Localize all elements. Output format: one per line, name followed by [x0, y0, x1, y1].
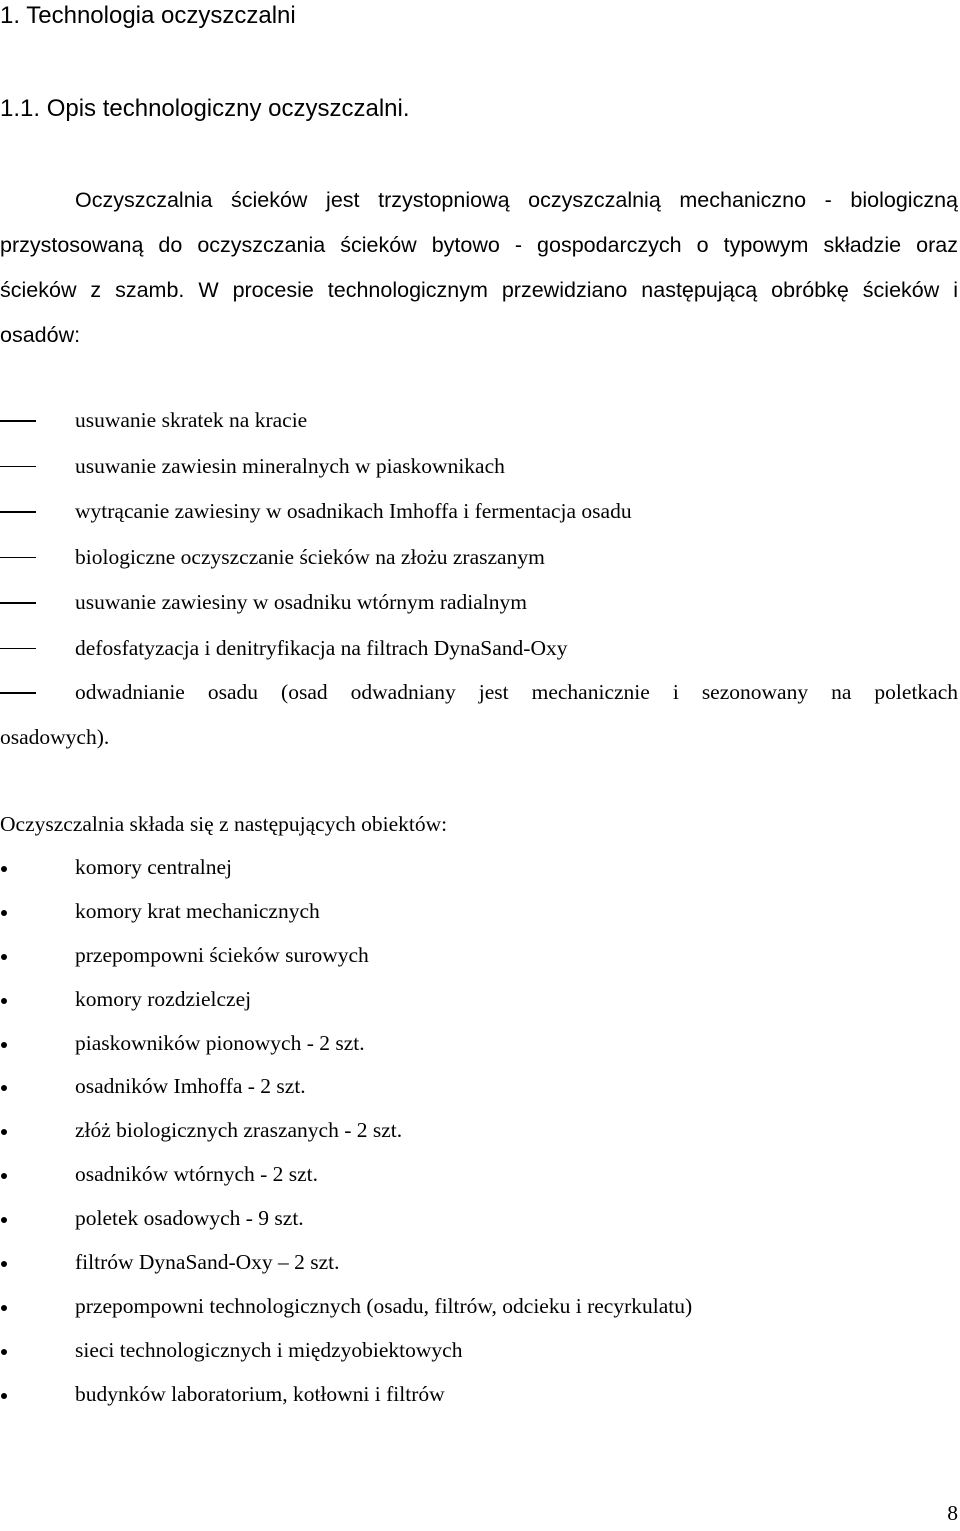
- page-number: 8: [947, 1501, 958, 1525]
- process-item: [0, 626, 958, 672]
- object-item: [0, 1285, 692, 1329]
- intro-paragraph: [0, 178, 958, 358]
- dash-marker: [0, 511, 36, 513]
- intro-line-4: osadów:: [0, 323, 81, 347]
- object-item-text: przepompowni ścieków surowych: [75, 942, 369, 967]
- process-last-line-2: osadowych).: [0, 725, 110, 749]
- intro-line-1: Oczyszczalnia ścieków jest trzystopniową oczyszczalnią mechaniczno - biologiczną: [75, 188, 958, 212]
- intro-line-3: ścieków z szamb. W procesie technologicznym przewidziano następującą obróbkę ścieków i: [0, 278, 958, 302]
- object-item-text: sieci technologicznych i międzyobiektowych: [75, 1337, 463, 1362]
- object-item-text: komory centralnej: [75, 855, 233, 879]
- bullet-icon: [1, 998, 7, 1004]
- bullet-icon: [1, 1085, 7, 1091]
- dash-marker: [0, 692, 36, 694]
- object-item-text: komory krat mechanicznych: [75, 898, 320, 923]
- process-item-text: defosfatyzacja i denitryfikacja na filtrach DynaSand-Oxy: [75, 635, 568, 660]
- process-last-line-1: odwadnianie osadu (osad odwadniany jest mechanicznie i sezonowany na poletkach: [75, 680, 958, 704]
- process-item-text: wytrącanie zawiesiny w osadnikach Imhoffa i fermentacja osadu: [75, 499, 632, 523]
- objects-list: [0, 846, 692, 1417]
- object-item-text: budynków laboratorium, kotłowni i filtrów: [75, 1381, 445, 1406]
- process-item-text: usuwanie zawiesiny w osadniku wtórnym radialnym: [75, 590, 528, 614]
- object-item-text: komory rozdzielczej: [75, 986, 252, 1011]
- bullet-icon: [1, 1393, 7, 1399]
- object-item: [0, 1241, 692, 1285]
- object-item: [0, 1197, 692, 1241]
- bullet-icon: [1, 1261, 7, 1267]
- object-item-text: piaskowników pionowych - 2 szt.: [75, 1030, 365, 1055]
- object-item: [0, 1109, 692, 1153]
- dash-marker: [0, 466, 36, 468]
- bullet-icon: [1, 1173, 7, 1179]
- objects-title: Oczyszczalnia składa się z następujących obiektów:: [0, 812, 448, 836]
- bullet-icon: [1, 1305, 7, 1311]
- process-item-last: [0, 670, 958, 760]
- bullet-icon: [1, 1129, 7, 1135]
- process-item: [0, 535, 958, 581]
- bullet-icon: [1, 910, 7, 916]
- object-item: [0, 978, 692, 1022]
- process-item-text: usuwanie skratek na kracie: [75, 408, 308, 432]
- object-item: [0, 1153, 692, 1197]
- heading-1: 1. Technologia oczyszczalni: [0, 2, 296, 29]
- process-item: [0, 489, 958, 535]
- object-item: [0, 890, 692, 934]
- dash-marker: [0, 420, 36, 422]
- object-item-text: osadników Imhoffa - 2 szt.: [75, 1074, 306, 1099]
- intro-line-2: przystosowaną do oczyszczania ścieków bytowo - gospodarczych o typowym składzie oraz: [0, 233, 958, 257]
- object-item-text: osadników wtórnych - 2 szt.: [75, 1162, 319, 1187]
- object-item: [0, 1373, 692, 1417]
- object-item-text: złóż biologicznych zraszanych - 2 szt.: [75, 1118, 403, 1143]
- heading-2: 1.1. Opis technologiczny oczyszczalni.: [0, 95, 410, 122]
- bullet-icon: [1, 866, 7, 872]
- process-item: [0, 398, 958, 444]
- process-item-text: usuwanie zawiesin mineralnych w piaskownikach: [75, 453, 505, 478]
- bullet-icon: [1, 1217, 7, 1223]
- dash-marker: [0, 648, 36, 650]
- process-list: [0, 398, 958, 671]
- object-item: [0, 1065, 692, 1109]
- dash-marker: [0, 602, 36, 604]
- object-item: [0, 1329, 692, 1373]
- object-item: [0, 1022, 692, 1066]
- object-item-text: przepompowni technologicznych (osadu, filtrów, odcieku i recyrkulatu): [75, 1293, 693, 1318]
- object-item: [0, 934, 692, 978]
- dash-marker: [0, 557, 36, 559]
- process-item: [0, 580, 958, 626]
- process-item-text: biologiczne oczyszczanie ścieków na złożu zraszanym: [75, 544, 545, 569]
- bullet-icon: [1, 954, 7, 960]
- object-item: [0, 846, 692, 890]
- object-item-text: poletek osadowych - 9 szt.: [75, 1206, 304, 1231]
- object-item-text: filtrów DynaSand-Oxy – 2 szt.: [75, 1250, 340, 1275]
- bullet-icon: [1, 1042, 7, 1048]
- process-item: [0, 444, 958, 490]
- bullet-icon: [1, 1349, 7, 1355]
